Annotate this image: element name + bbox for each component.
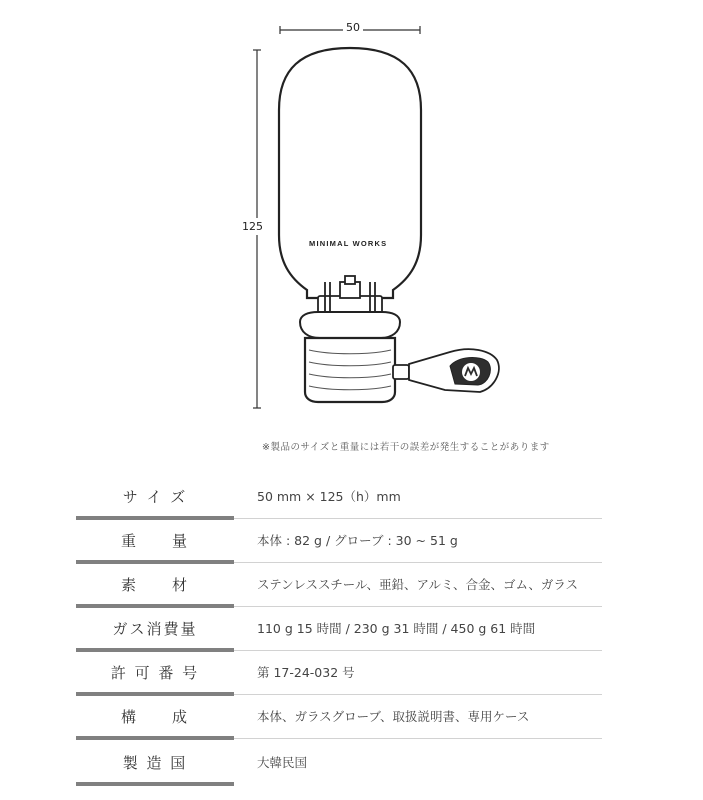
spec-label: サ イ ズ (76, 478, 234, 522)
collar-plate (300, 312, 400, 338)
spec-value: 本体 : 82 g / グローブ : 30 ~ 51 g (257, 533, 458, 548)
valve-knob (393, 349, 499, 392)
spec-value: 110 g 15 時間 / 230 g 31 時間 / 450 g 61 時間 (257, 621, 536, 636)
spec-label: 構 成 (76, 698, 234, 742)
spec-value: 50 mm × 125（h）mm (257, 489, 401, 504)
spec-row-contents (0, 698, 703, 742)
brand-logo: MINIMAL WORKS (309, 239, 388, 248)
height-label: 125 (242, 220, 263, 233)
spec-label: 製 造 国 (76, 744, 234, 788)
base-body (305, 338, 395, 402)
row-divider (234, 650, 602, 651)
spec-row-gas-consumption (0, 610, 703, 654)
spec-value: 大韓民国 (257, 755, 308, 770)
row-divider (234, 738, 602, 739)
row-divider (234, 518, 602, 519)
spec-value: 第 17-24-032 号 (257, 665, 355, 680)
spec-row-weight (0, 522, 703, 566)
glass-globe (279, 48, 421, 298)
spec-label: 許 可 番 号 (76, 654, 234, 698)
spec-value: 本体、ガラスグローブ、取扱説明書、専用ケース (257, 709, 530, 724)
row-divider (234, 606, 602, 607)
spec-row-size (0, 478, 703, 522)
spec-row-country (0, 744, 703, 788)
spec-value: ステンレススチール、亜鉛、アルミ、合金、ゴム、ガラス (257, 577, 578, 592)
row-divider (234, 562, 602, 563)
width-label: 50 (343, 21, 363, 34)
measurement-note: ※製品のサイズと重量には若干の誤差が発生することがあります (262, 442, 550, 453)
spec-row-permit-number (0, 654, 703, 698)
spec-label: ガス消費量 (76, 610, 234, 654)
row-divider (234, 694, 602, 695)
spec-label: 素 材 (76, 566, 234, 610)
spec-row-material (0, 566, 703, 610)
spec-label: 重 量 (76, 522, 234, 566)
